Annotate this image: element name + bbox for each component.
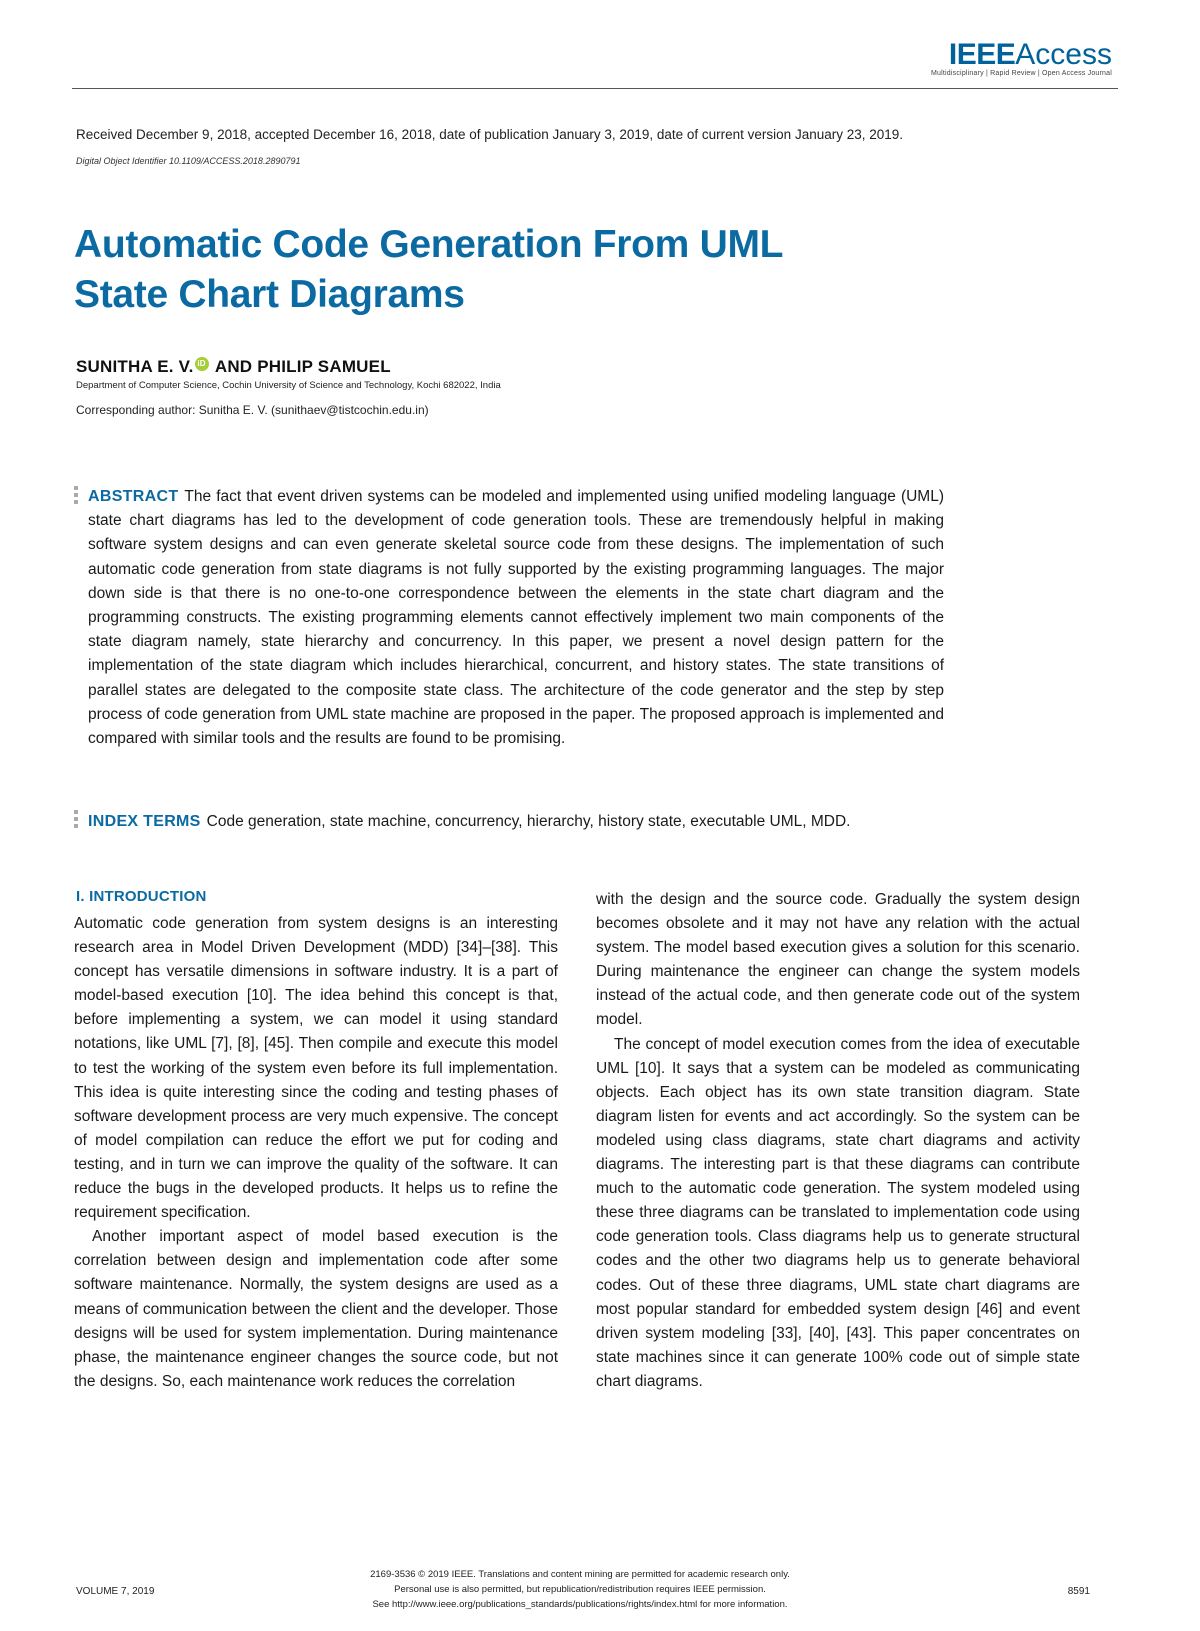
orcid-icon[interactable]: iD bbox=[195, 357, 209, 371]
paragraph: with the design and the source code. Gradually the system design becomes obsolete and it may not have any relation with the actual system. The model based execution gives a solution for this scenario. During maintenance the engineer can change the system models instead of the actual code, and then generate code out of the system model. bbox=[596, 891, 1080, 1029]
index-terms-marker-icon bbox=[74, 810, 80, 831]
abstract bbox=[88, 485, 944, 751]
doi: Digital Object Identifier 10.1109/ACCESS.2018.2890791 bbox=[76, 156, 301, 166]
footer-copyright-line: 2169-3536 © 2019 IEEE. Translations and content mining are permitted for academic research only. bbox=[370, 1569, 790, 1580]
section-heading: I. INTRODUCTION bbox=[76, 888, 207, 905]
footer-personal-use-line: Personal use is also permitted, but republication/redistribution requires IEEE permission. bbox=[394, 1584, 766, 1595]
authors bbox=[76, 357, 391, 377]
received-dates: Received December 9, 2018, accepted December 16, 2018, date of publication January 3, 2019, date of current version January 23, 2019. bbox=[76, 127, 904, 142]
ieee-access-logo bbox=[912, 38, 1112, 77]
corresponding-author: Corresponding author: Sunitha E. V. (sunithaev@tistcochin.edu.in) bbox=[76, 403, 429, 417]
index-terms-label: INDEX TERMS bbox=[88, 813, 201, 830]
left-column bbox=[74, 912, 558, 1394]
author-rest: AND PHILIP SAMUEL bbox=[214, 357, 391, 376]
author-first: SUNITHA E. V. bbox=[76, 357, 194, 376]
footer-see-line: See http://www.ieee.org/publications_standards/publications/rights/index.html for more information. bbox=[372, 1599, 788, 1610]
abstract-text: The fact that event driven systems can be modeled and implemented using unified modeling language (UML) state chart diagrams has led to the development of code generation tools. These are tremendously helpful in making software system designs and can even generate skeletal source code from these designs. The implementation of such automatic code generation from state diagrams is not fully supported by the existing programming languages. The major down side is that there is no one-to-one correspondence between the elements in the state chart diagram and the programming constructs. The existing programming elements cannot effectively implement two main components of the state diagram namely, state hierarchy and concurrency. In this paper, we present a novel design pattern for the implementation of the state diagram which includes hierarchical, concurrent, and history states. The state transitions of parallel states are delegated to the composite state class. The architecture of the code generator and the step by step process of code generation from UML state machine are proposed in the paper. The proposed approach is implemented and compared with similar tools and the results are found to be promising. bbox=[88, 488, 944, 748]
abstract-marker-icon bbox=[74, 486, 80, 507]
index-terms bbox=[88, 810, 944, 834]
affiliation: Department of Computer Science, Cochin University of Science and Technology, Kochi 682022, India bbox=[76, 380, 501, 391]
page-number: 8591 bbox=[1067, 1586, 1090, 1597]
paragraph: Another important aspect of model based execution is the correlation between design and implementation code after some software maintenance. Normally, the system designs are used as a means of communication between the client and the developer. Those designs will be used for system implementation. During maintenance phase, the maintenance engineer changes the source code, but not the designs. So, each maintenance work reduces the correlation bbox=[74, 1228, 558, 1390]
header-divider bbox=[72, 88, 1118, 89]
logo-ieee-text: IEEE bbox=[948, 38, 1016, 71]
logo-access-text: Access bbox=[1015, 38, 1112, 71]
index-terms-text: Code generation, state machine, concurrency, hierarchy, history state, executable UML, MDD. bbox=[206, 813, 851, 830]
abstract-label: ABSTRACT bbox=[88, 488, 179, 505]
logo-tagline: Multidisciplinary | Rapid Review | Open Access Journal bbox=[931, 70, 1112, 77]
paragraph: Automatic code generation from system designs is an interesting research area in Model Driven Development (MDD) [34]–[38]. This concept has versatile dimensions in software industry. It is a part of model-based execution [10]. The idea behind this concept is that, before implementing a system, we can model it using standard notations, like UML [7], [8], [45]. Then compile and execute this model to test the working of the system even before its full implementation. This idea is quite interesting since the coding and testing phases of software development process are very much expensive. The concept of model compilation can reduce the effort we put for coding and testing, and in turn we can improve the quality of the software. It can reduce the bugs in the developed products. It helps us to refine the requirement specification. bbox=[74, 915, 558, 1222]
footer-volume: VOLUME 7, 2019 bbox=[76, 1586, 155, 1597]
right-column bbox=[596, 888, 1080, 1394]
paragraph: The concept of model execution comes from the idea of executable UML [10]. It says that a system can be modeled as communicating objects. Each object has its own state transition diagram. State diagram listen for events and act accordingly. So the system can be modeled using class diagrams, state chart diagrams and activity diagrams. The interesting part is that these diagrams can contribute much to the automatic code generation. The system modeled using these three diagrams can be translated to implementation code using code generation tools. Class diagrams help us to generate structural codes and the other two diagrams help us to generate behavioral codes. Out of these three diagrams, UML state chart diagrams are most popular standard for embedded system design [46] and event driven system modeling [33], [40], [43]. This paper concentrates on state machines since it can generate 100% code out of simple state chart diagrams. bbox=[596, 1035, 1080, 1390]
footer-copyright bbox=[280, 1567, 880, 1612]
paper-title: Automatic Code Generation From UML State Chart Diagrams bbox=[74, 223, 783, 316]
